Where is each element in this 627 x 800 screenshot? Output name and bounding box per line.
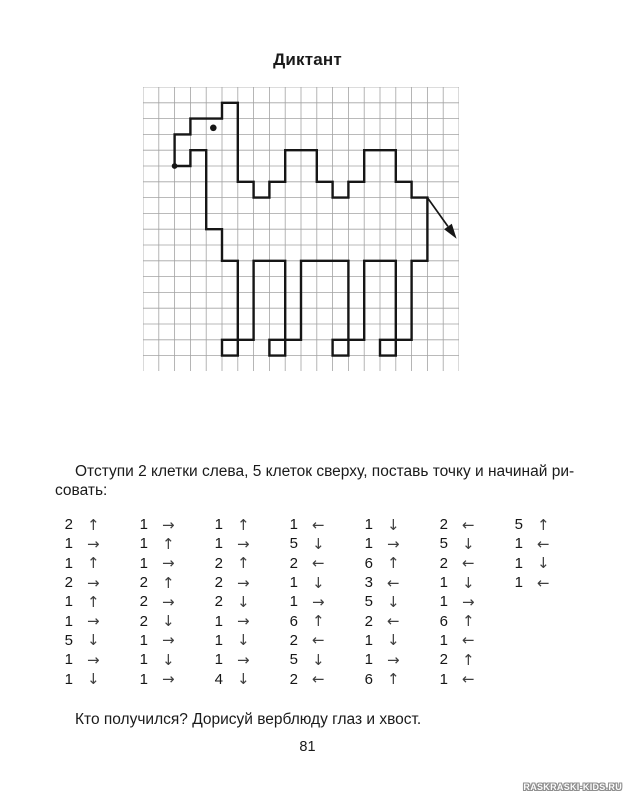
dictation-step [270,534,345,553]
arrow-up-icon: ↑ [462,612,475,631]
step-count: 1 [64,593,73,611]
step-count: 1 [289,516,298,534]
arrow-up-icon: ↑ [462,650,475,669]
arrow-down-icon: ↓ [312,650,325,669]
arrow-down-icon: ↓ [312,573,325,592]
dictation-step [270,515,345,534]
arrow-right-icon: → [237,650,250,669]
arrow-right-icon: → [387,534,400,553]
step-count: 1 [514,535,523,553]
step-count: 1 [439,670,448,688]
dictation-step [420,534,495,553]
step-count: 1 [214,651,223,669]
step-count: 5 [289,535,298,553]
dictation-step [420,592,495,611]
arrow-left-icon: ← [387,612,400,631]
arrow-down-icon: ↓ [387,592,400,611]
footer-question: Кто получился? Дорисуй верблюду глаз и хвост. [75,711,422,728]
dictation-step [120,573,195,592]
step-count: 1 [289,593,298,611]
camel-tail-line [427,198,447,227]
arrow-down-icon: ↓ [162,612,175,631]
step-count: 1 [139,651,148,669]
dictation-step [120,534,195,553]
step-count: 2 [214,593,223,611]
dictation-step [345,669,420,688]
arrow-down-icon: ↓ [387,515,400,534]
dictation-step [345,631,420,650]
step-count: 1 [139,554,148,572]
dictation-column-1 [45,515,120,689]
step-count: 1 [214,535,223,553]
dictation-step [420,611,495,630]
arrow-left-icon: ← [462,631,475,650]
arrow-down-icon: ↓ [237,670,250,689]
dictation-step [495,573,570,592]
step-count: 1 [64,670,73,688]
arrow-left-icon: ← [537,573,550,592]
arrow-up-icon: ↑ [87,515,100,534]
dictation-step [345,515,420,534]
arrow-right-icon: → [312,592,325,611]
arrow-left-icon: ← [312,554,325,573]
arrow-right-icon: → [387,650,400,669]
arrow-right-icon: → [237,612,250,631]
arrow-up-icon: ↑ [387,670,400,689]
dictation-step [120,631,195,650]
arrow-down-icon: ↓ [462,573,475,592]
arrow-right-icon: → [87,612,100,631]
step-count: 1 [64,535,73,553]
arrow-right-icon: → [237,573,250,592]
arrow-left-icon: ← [312,631,325,650]
dictation-column-5 [345,515,420,689]
step-count: 2 [289,670,298,688]
step-count: 2 [214,554,223,572]
arrow-down-icon: ↓ [237,592,250,611]
arrow-right-icon: → [87,534,100,553]
dictation-step [195,534,270,553]
step-count: 2 [289,631,298,649]
step-count: 5 [439,535,448,553]
arrow-up-icon: ↑ [87,592,100,611]
arrow-right-icon: → [87,573,100,592]
step-count: 6 [439,612,448,630]
step-count: 2 [139,612,148,630]
dictation-table [45,515,570,689]
step-count: 2 [364,612,373,630]
arrow-right-icon: → [162,670,175,689]
instruction-paragraph [55,463,577,500]
step-count: 1 [64,554,73,572]
dictation-step [270,650,345,669]
arrow-left-icon: ← [462,670,475,689]
dictation-step [45,631,120,650]
step-count: 1 [214,631,223,649]
step-count: 1 [364,631,373,649]
dictation-step [420,573,495,592]
camel-tail-arrowhead-icon [444,224,456,239]
arrow-up-icon: ↑ [312,612,325,631]
dictation-step [495,534,570,553]
dictation-column-3 [195,515,270,689]
step-count: 3 [364,574,373,592]
arrow-up-icon: ↑ [162,573,175,592]
dictation-step [420,650,495,669]
dictation-step [270,611,345,630]
arrow-right-icon: → [237,534,250,553]
dictation-step [195,592,270,611]
dictation-step [195,650,270,669]
dictation-step [420,669,495,688]
arrow-down-icon: ↓ [312,534,325,553]
instruction-line-2: совать: [55,481,108,499]
arrow-left-icon: ← [537,534,550,553]
dictation-step [270,669,345,688]
step-count: 1 [139,631,148,649]
drawing-grid [143,87,459,376]
arrow-up-icon: ↑ [237,554,250,573]
camel-grid-svg [143,87,459,371]
step-count: 1 [439,631,448,649]
step-count: 1 [214,516,223,534]
dictation-step [195,554,270,573]
dictation-step [45,515,120,534]
dictation-step [345,534,420,553]
arrow-left-icon: ← [462,554,475,573]
step-count: 2 [64,574,73,592]
arrow-left-icon: ← [462,515,475,534]
dictation-column-7 [495,515,570,689]
step-count: 2 [139,593,148,611]
page-title: Диктант [273,50,342,69]
step-count: 1 [439,593,448,611]
step-count: 2 [439,554,448,572]
arrow-down-icon: ↓ [237,631,250,650]
arrow-up-icon: ↑ [237,515,250,534]
step-count: 5 [289,651,298,669]
dictation-step [270,573,345,592]
step-count: 6 [364,554,373,572]
dictation-step [345,650,420,669]
arrow-down-icon: ↓ [162,650,175,669]
dictation-step [120,669,195,688]
dictation-step [45,534,120,553]
page-number: 81 [299,739,316,755]
dictation-step [270,592,345,611]
arrow-down-icon: ↓ [462,534,475,553]
dictation-column-4 [270,515,345,689]
step-count: 5 [514,516,523,534]
dictation-step [120,650,195,669]
dictation-step [495,515,570,534]
step-count: 1 [364,535,373,553]
dictation-step [270,554,345,573]
dictation-step [420,515,495,534]
camel-eye-dot [210,124,217,131]
watermark-label: RASKRASKI-KIDS.RU [523,782,622,792]
dictation-step [120,554,195,573]
arrow-up-icon: ↑ [87,554,100,573]
arrow-up-icon: ↑ [162,534,175,553]
step-count: 1 [289,574,298,592]
dictation-step [45,554,120,573]
dictation-step [195,515,270,534]
arrow-up-icon: ↑ [537,515,550,534]
arrow-right-icon: → [162,554,175,573]
dictation-step [345,611,420,630]
step-count: 1 [214,612,223,630]
step-count: 6 [289,612,298,630]
dictation-step [420,554,495,573]
step-count: 1 [139,516,148,534]
arrow-down-icon: ↓ [87,631,100,650]
dictation-step [345,573,420,592]
start-dot [172,163,178,169]
arrow-left-icon: ← [387,573,400,592]
dictation-step [45,573,120,592]
arrow-right-icon: → [162,515,175,534]
dictation-step [195,669,270,688]
step-count: 5 [364,593,373,611]
step-count: 1 [139,535,148,553]
arrow-down-icon: ↓ [87,670,100,689]
dictation-step [120,611,195,630]
step-count: 4 [214,670,223,688]
arrow-left-icon: ← [312,515,325,534]
step-count: 2 [289,554,298,572]
arrow-left-icon: ← [312,670,325,689]
dictation-column-6 [420,515,495,689]
arrow-down-icon: ↓ [537,554,550,573]
dictation-step [195,573,270,592]
arrow-right-icon: → [462,592,475,611]
step-count: 1 [439,574,448,592]
dictation-step [195,611,270,630]
step-count: 2 [214,574,223,592]
instruction-line-1: Отступи 2 клетки слева, 5 клеток сверху, поставь точку и начинай ри- [75,463,575,480]
arrow-right-icon: → [162,592,175,611]
dictation-column-2 [120,515,195,689]
step-count: 1 [64,651,73,669]
step-count: 6 [364,670,373,688]
step-count: 1 [64,612,73,630]
step-count: 2 [139,574,148,592]
dictation-step [45,592,120,611]
dictation-step [345,592,420,611]
arrow-right-icon: → [87,650,100,669]
dictation-step [195,631,270,650]
dictation-step [45,611,120,630]
step-count: 2 [64,516,73,534]
step-count: 1 [514,574,523,592]
dictation-step [120,515,195,534]
dictation-step [495,554,570,573]
dictation-step [120,592,195,611]
step-count: 1 [364,516,373,534]
step-count: 1 [139,670,148,688]
step-count: 2 [439,651,448,669]
arrow-down-icon: ↓ [387,631,400,650]
step-count: 1 [364,651,373,669]
dictation-step [420,631,495,650]
step-count: 1 [514,554,523,572]
dictation-step [45,650,120,669]
step-count: 2 [439,516,448,534]
dictation-step [45,669,120,688]
step-count: 5 [64,631,73,649]
dictation-step [345,554,420,573]
arrow-right-icon: → [162,631,175,650]
dictation-step [270,631,345,650]
arrow-up-icon: ↑ [387,554,400,573]
